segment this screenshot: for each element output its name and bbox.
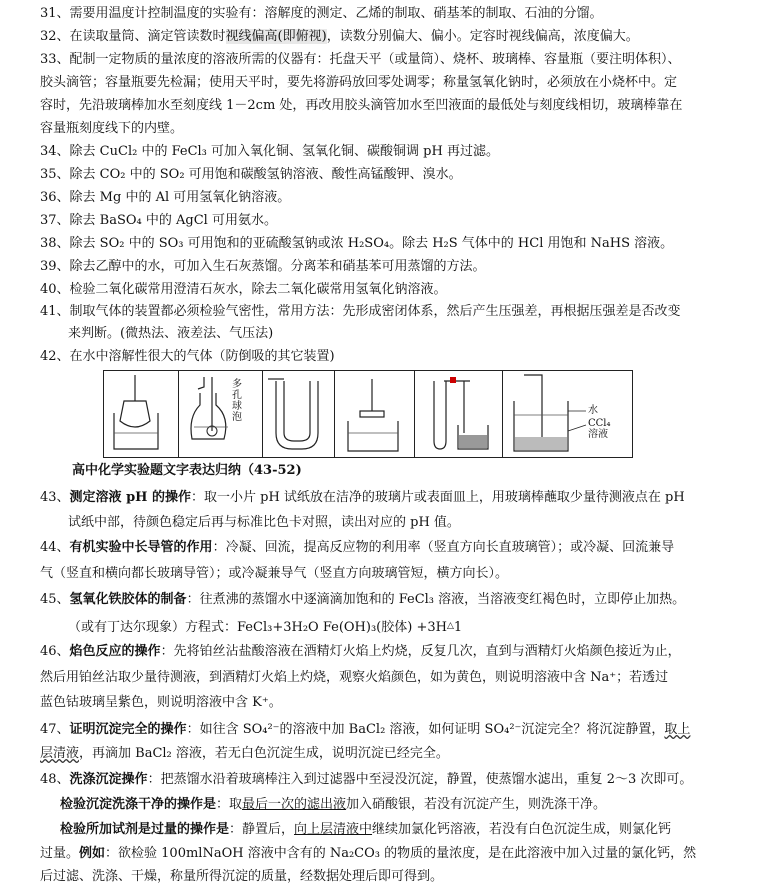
- porous-ball-drawing: [178, 371, 262, 457]
- item-46-number: 46、: [40, 644, 70, 659]
- section-title: 高中化学实验题文字表达归纳（43-52): [72, 463, 302, 478]
- item-48-text: ：把蒸馏水沿着玻璃棒注入到过滤器中至浸没沉淀，静置，使蒸馏水滤出，重复 2～3 次即可。: [147, 772, 693, 787]
- item-45-equation: （或有丁达尔现象）方程式：FeCl₃+3H₂O Fe(OH)₃(胶体) +3H: [68, 620, 447, 635]
- item-44-heading: 有机实验中长导管的作用: [69, 540, 213, 555]
- item-48-excess-text: 继续加氯化钙溶液，若没有白色沉淀生成，则氯化钙: [372, 822, 672, 837]
- item-48-excess-pre: ：静置后，: [229, 822, 295, 837]
- apparatus-figure-strip: [103, 370, 633, 458]
- item-33-line-1: 33、配制一定物质的量浓度的溶液所需的仪器有：托盘天平（或量筒）、烧杯、玻璃棒、容量瓶（要注明体积）、: [40, 52, 681, 67]
- item-48-check-heading: 检验沉淀洗涤干净的操作是: [60, 797, 217, 812]
- item-44-text: ：冷凝、回流，提高反应物的利用率（竖直方向长直玻璃管）；或冷凝、回流兼导: [212, 540, 675, 555]
- item-32-highlight: 视线偏高(即俯视): [225, 29, 327, 44]
- item-43-number: 43、: [40, 490, 70, 505]
- item-48-example-heading: 例如: [79, 846, 106, 861]
- item-44-number: 44、: [40, 540, 70, 555]
- item-45-number: 45、: [40, 592, 70, 607]
- item-48-number: 48、: [40, 772, 70, 787]
- item-48-heading: 洗涤沉淀操作: [69, 772, 148, 787]
- item-40: 40、检验二氧化碳常用澄清石灰水，除去二氧化碳常用氢氧化钠溶液。: [40, 282, 447, 297]
- item-43-heading: 测定溶液 pH 的操作: [69, 490, 191, 505]
- item-47-text-2: ，再滴加 BaCl₂ 溶液，若无白色沉淀生成，说明沉淀已经完全。: [79, 746, 449, 761]
- item-48-line-1: [40, 772, 692, 788]
- item-44-line-2: 气（竖直和横向都长玻璃导管）；或冷凝兼导气（竖直方向玻璃管短，横方向长）。: [40, 566, 509, 581]
- solution-label: 溶液: [588, 429, 608, 440]
- apparatus-u-tube: [262, 371, 335, 457]
- item-33-line-4: 容量瓶刻度线下的内壁。: [40, 121, 184, 136]
- item-48-excess-underline: 向上层清液中: [294, 822, 373, 837]
- item-32: [40, 29, 639, 45]
- item-48-example-pre: 过量。: [40, 846, 80, 861]
- item-32-text-b: ，读数分别偏大、偏小。定容时视线偏高，浓度偏大。: [326, 29, 639, 44]
- water-label: 水: [588, 405, 598, 416]
- item-36: 36、除去 Mg 中的 Al 可用氢氧化钠溶液。: [40, 190, 291, 205]
- item-43-text: ：取一小片 pH 试纸放在洁净的玻璃片或表面皿上，用玻璃棒蘸取少量待测液点在 pH: [190, 490, 685, 505]
- item-47-line-1: [40, 722, 690, 738]
- item-34: 34、除去 CuCl₂ 中的 FeCl₃ 可加入氧化铜、氢氧化铜、碳酸铜调 pH 再过滤。: [40, 144, 499, 159]
- apparatus-ccl4-beaker: [502, 371, 632, 457]
- ccl4-beaker-drawing: [502, 371, 632, 457]
- item-47-emphasis-a: 取上: [664, 722, 691, 737]
- funnel-inverted-drawing: [334, 371, 414, 457]
- item-48-excess-heading: 检验所加试剂是过量的操作是: [60, 822, 230, 837]
- item-48-line-5: 后过滤、洗涤、干燥，称量所得沉淀的质量，经数据处理后即可得到。: [40, 869, 444, 884]
- item-35: 35、除去 CO₂ 中的 SO₂ 可用饱和碳酸氢钠溶液、酸性高锰酸钾、溴水。: [40, 167, 462, 182]
- apparatus-test-tube: [414, 371, 503, 457]
- item-47-line-2: [40, 746, 449, 762]
- item-45-heading: 氢氧化铁胶体的制备: [69, 592, 187, 607]
- item-48-example-text: ：欲检验 100mlNaOH 溶液中含有的 Na₂CO₃ 的物质的量浓度，是在此溶液中加入过量的氯化钙，然: [105, 846, 697, 861]
- item-33-line-3: 容时，先沿玻璃棒加水至刻度线 1－2cm 处，再改用胶头滴管加水至凹液面的最低处与刻度线相切，玻璃棒靠在: [40, 98, 683, 113]
- item-46-line-3: 蓝色钴玻璃呈紫色，则说明溶液中含 K⁺。: [40, 695, 282, 710]
- item-37: 37、除去 BaSO₄ 中的 AgCl 可用氨水。: [40, 213, 277, 228]
- porous-ball-label: 多孔球泡: [232, 379, 242, 423]
- item-48-check-text: 加入硝酸银，若没有沉淀产生，则洗涤干净。: [346, 797, 607, 812]
- item-33-line-2: 胶头滴管；容量瓶要先检漏；使用天平时，要先将游码放回零处调零；称量氢氧化钠时，必须放在小烧杯中。定: [40, 75, 678, 90]
- item-32-text-a: 32、在读取量筒、滴定管读数时: [40, 29, 226, 44]
- item-47-text: ：如往含 SO₄²⁻的溶液中加 BaCl₂ 溶液，如何证明 SO₄²⁻沉淀完全？将沉淀静置，: [186, 722, 665, 737]
- item-44-line-1: [40, 540, 674, 556]
- funnel-beaker-drawing: [104, 371, 178, 457]
- apparatus-funnel-beaker: [104, 371, 179, 457]
- test-tube-drawing: [414, 371, 502, 457]
- heat-triangle-icon: △: [446, 621, 454, 631]
- ccl4-label: CCl₄: [588, 418, 611, 429]
- item-47-number: 47、: [40, 722, 70, 737]
- item-48-line-4: [40, 846, 696, 862]
- item-46-heading: 焰色反应的操作: [69, 644, 161, 659]
- apparatus-porous-ball: [178, 371, 263, 457]
- item-38: 38、除去 SO₂ 中的 SO₃ 可用饱和的亚硫酸氢钠或浓 H₂SO₄。除去 H₂S 气体中的 HCl 用饱和 NaHS 溶液。: [40, 236, 674, 251]
- item-39: 39、除去乙醇中的水，可加入生石灰蒸馏。分离苯和硝基苯可用蒸馏的方法。: [40, 259, 486, 274]
- item-46-line-1: [40, 644, 681, 660]
- item-42: 42、在水中溶解性很大的气体（防倒吸的其它装置): [40, 349, 335, 364]
- item-45-line-2: [68, 618, 462, 636]
- item-41-line-2: 来判断。(微热法、液差法、气压法): [68, 326, 274, 341]
- item-45-text: ：往煮沸的蒸馏水中逐滴滴加饱和的 FeCl₃ 溶液，当溶液变红褐色时，立即停止加热。: [186, 592, 686, 607]
- item-41-line-1: 41、制取气体的装置都必须检验气密性，常用方法：先形成密闭体系，然后产生压强差，再根据压强差是否改变: [40, 304, 681, 319]
- item-46-text: ：先将铂丝沾盐酸溶液在酒精灯火焰上灼烧，反复几次，直到与酒精灯火焰颜色接近为止，: [160, 644, 681, 659]
- item-48-line-2: [60, 797, 606, 813]
- item-43-line-1: [40, 490, 685, 506]
- item-48-check-pre: ：取: [216, 797, 243, 812]
- item-43-line-2: 试纸中部，待颜色稳定后再与标准比色卡对照，读出对应的 pH 值。: [68, 515, 460, 530]
- apparatus-funnel-inverted: [334, 371, 415, 457]
- item-45-line-1: [40, 592, 685, 608]
- item-31: 31、需要用温度计控制温度的实验有：溶解度的测定、乙烯的制取、硝基苯的制取、石油的分馏。: [40, 6, 603, 21]
- item-47-emphasis-b: 层清液: [40, 746, 80, 761]
- item-46-line-2: 然后用铂丝沾取少量待测液，到酒精灯火焰上灼烧，观察火焰颜色，如为黄色，则说明溶液中含 Na⁺；若透过: [40, 670, 669, 685]
- item-48-line-3: [60, 822, 671, 838]
- item-48-check-underline: 最后一次的滤出液: [242, 797, 347, 812]
- item-47-heading: 证明沉淀完全的操作: [69, 722, 187, 737]
- item-45-equation-tail: 1: [453, 620, 463, 635]
- u-tube-drawing: [262, 371, 334, 457]
